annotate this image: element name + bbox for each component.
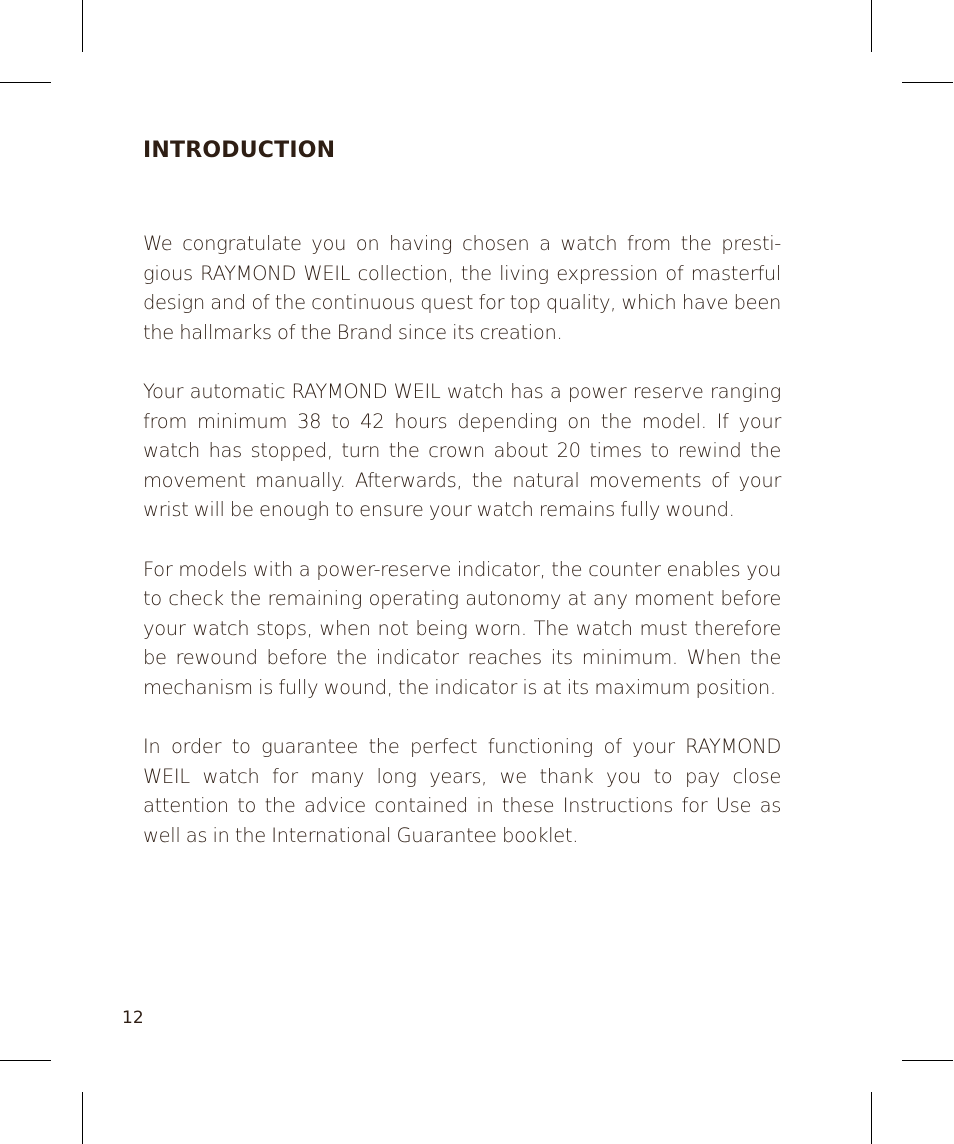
paragraph-power-reserve-indicator: For models with a power-reserve indicator, the counter enables you to check the remaining operating autonomy at any moment before your watch stops, when not being worn. The watch must therefore be rewound before the indicator reaches its minimum. When the mechanism is fully wound, the indicator is at its maximum position. [143, 557, 781, 699]
page-number: 12 [122, 1008, 144, 1028]
body-text [143, 229, 781, 880]
page-title: INTRODUCTION [143, 138, 336, 163]
crop-mark-bottom-left-horizontal [0, 1060, 51, 1061]
paragraph-power-reserve: Your automatic RAYMOND WEIL watch has a power reserve ranging from minimum 38 to 42 hours depending on the model. If your watch has stopped, turn the crown about 20 times to rewind the movement manually. Afterwards, the natural movements of your wrist will be enough to ensure your watch remains fully wound. [143, 379, 781, 522]
crop-mark-bottom-right-vertical [871, 1092, 872, 1144]
crop-mark-top-right-vertical [871, 0, 872, 52]
crop-mark-top-right-horizontal [902, 82, 953, 83]
paragraph-guarantee: In order to guarantee the perfect functioning of your RAYMOND WEIL watch for many long years, we thank you to pay close attention to the advice contained in these Instructions for Use as well as in the International Guarantee booklet. [143, 735, 781, 847]
crop-mark-bottom-left-vertical [82, 1092, 83, 1144]
paragraph-congratulations: We congratulate you on having chosen a watch from the presti-gious RAYMOND WEIL collection, the living expression of masterful design and of the continuous quest for top quality, which have been the hallmarks of the Brand since its creation. [143, 232, 781, 344]
crop-mark-top-left-horizontal [0, 82, 51, 83]
crop-mark-bottom-right-horizontal [902, 1060, 953, 1061]
crop-mark-top-left-vertical [82, 0, 83, 52]
